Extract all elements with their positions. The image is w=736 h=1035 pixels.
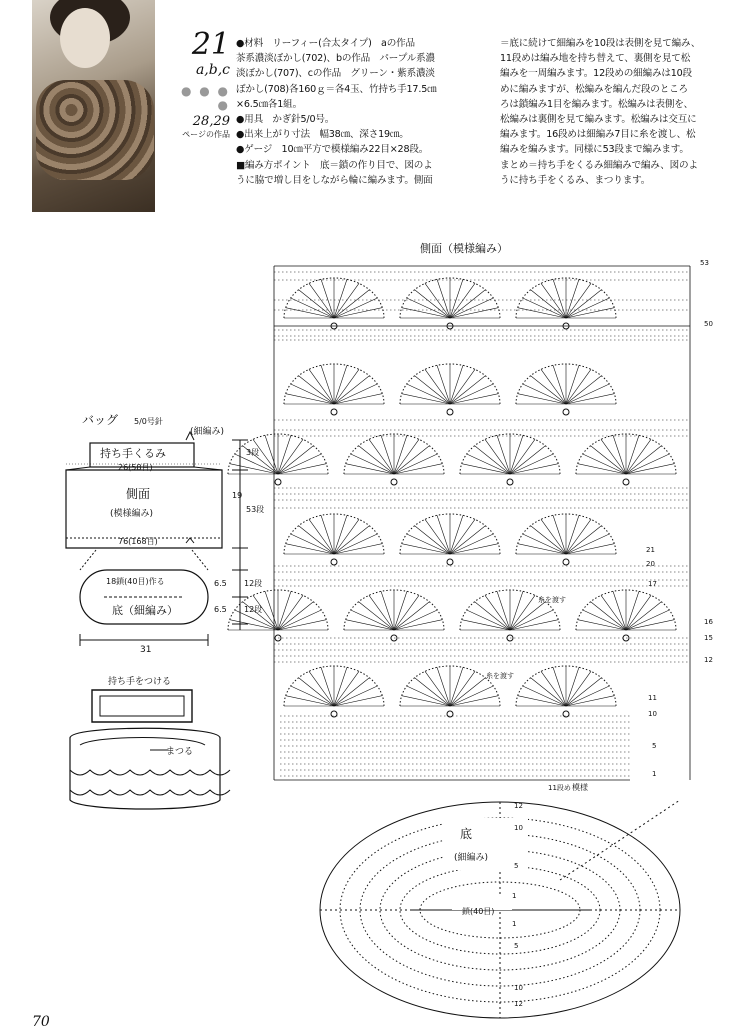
pattern-variants: a,b,c (195, 62, 230, 78)
base-sc-label: (細編み) (454, 853, 489, 863)
base-row-label: 1 (512, 892, 517, 900)
row-label: 1 (652, 770, 657, 778)
text-line: ●用具 かぎ針5/0号。 (236, 114, 335, 126)
row-label: 50 (704, 320, 713, 328)
dim-side-rows: 53段 (246, 505, 265, 514)
dim-bottom-2: 6.5 (214, 605, 227, 614)
shell-stitch (228, 590, 328, 641)
sc-paren-label: (細編み) (190, 427, 225, 437)
shell-stitch (284, 364, 384, 415)
base-row-label: 5 (514, 862, 519, 870)
shell-stitch (344, 590, 444, 641)
text-line: ×6.5㎝各1組。 (236, 98, 302, 110)
side-chart-title: 側面（模様編み） (420, 242, 508, 255)
text-line: ■編み方ポイント 底＝鎖の作り目で、図のよ (236, 159, 433, 171)
shell-stitch (516, 278, 616, 329)
text-line: ●出来上がり寸法 幅38㎝、深さ19㎝。 (236, 129, 409, 141)
bottom-width-dim: 31 (140, 645, 152, 655)
base-row-label: 12 (514, 802, 523, 810)
top-width-label: 26(58目) (118, 463, 153, 472)
text-line: 編みを一周編みます。12段めの細編みは10段 (500, 68, 692, 80)
text-line: ぼかし(708)各160ｇ＝各4玉、竹持ち手17.5㎝ (236, 83, 437, 95)
dim-bottom-1: 6.5 (214, 579, 227, 588)
dim-bottom-rows-1: 12段 (244, 579, 263, 588)
row-label: 12 (704, 656, 713, 664)
shell-stitch (516, 364, 616, 415)
row-label: 21 (646, 546, 655, 554)
row-label: 16 (704, 618, 713, 626)
base-oval-chart (320, 800, 680, 1018)
base-label: 底 (460, 827, 473, 841)
shell-stitch (576, 590, 676, 641)
shell-stitch (516, 514, 616, 565)
base-chain-label: 鎖(40目) (462, 907, 495, 916)
reference-note: ページの作品 (182, 130, 230, 139)
shell-stitch (284, 278, 384, 329)
base-row-label: 12 (514, 1000, 523, 1008)
bottom-label: 底（細編み） (112, 604, 178, 617)
shell-stitch (284, 514, 384, 565)
handle-wrap-label: 持ち手くるみ (100, 447, 166, 460)
shell-stitch (460, 434, 560, 485)
text-line: 編みます。16段めは細編み7目に糸を渡し、松 (500, 129, 696, 141)
text-line: ろは鎖編み1目を編みます。松編みは表側を、 (500, 98, 694, 110)
shell-stitch (228, 434, 328, 485)
thread-label: 糸を渡す (486, 672, 514, 680)
shell-stitch (400, 364, 500, 415)
pattern-label: (模様編み) (110, 509, 154, 519)
text-line: 編みを編みます。同様に53段まで編みます。 (500, 144, 689, 156)
shell-stitch (344, 434, 444, 485)
sew-label: まつる (166, 747, 194, 757)
base-row-label: 1 (512, 920, 517, 928)
text-line: うに持ち手をくるみ、まつります。 (500, 174, 651, 186)
shell-stitch (516, 666, 616, 717)
base-row-label: 10 (514, 984, 523, 992)
text-line: 11段めは編み地を持ち替えて、裏側を見て松 (500, 53, 691, 65)
text-line: 茶系濃淡ぼかし(702)、bの作品 パープル系濃 (236, 53, 435, 65)
text-line: ●ゲージ 10㎝平方で模様編み22目×28段。 (236, 144, 429, 156)
dim-handle-rows: 3段 (246, 448, 260, 457)
bag-label: バッグ (82, 413, 119, 427)
reference-pages: 28,29 (192, 114, 230, 129)
shell-stitch (576, 434, 676, 485)
shell-stitch (284, 666, 384, 717)
text-line: 淡ぼかし(707)、cの作品 グリーン・紫系濃淡 (236, 68, 435, 80)
row-label: 15 (704, 634, 713, 642)
shell-stitch (400, 514, 500, 565)
pattern-small-label: 模様 (572, 783, 588, 792)
row-label: 5 (652, 742, 657, 750)
text-line: 松編みは裏側を見て編みます。松編みは交互に (500, 114, 697, 126)
hook-size: 5/0号針 (134, 417, 163, 426)
page-number: 70 (32, 1014, 50, 1030)
row-label: 17 (648, 580, 657, 588)
row-label: 53 (700, 259, 709, 267)
dim-side-cm: 19 (232, 491, 243, 500)
handle-attach-sketch (70, 690, 230, 809)
dim-bottom-rows-2: 12段 (244, 605, 263, 614)
row-label: 10 (648, 710, 657, 718)
bottom-width-label: 76(168目) (118, 537, 158, 546)
row-label: 20 (646, 560, 655, 568)
start-row-label: 11段め (548, 784, 571, 792)
thread-label: 糸を渡す (538, 596, 566, 604)
text-line: ●材料 リーフィー(合太タイプ) aの作品 (236, 38, 415, 49)
text-line: まとめ＝持ち手をくるみ細編みで編み、図のよ (500, 159, 698, 171)
color-dots: ● ● ● ● (180, 84, 230, 112)
text-line: うに脇で増し目をしながら輪に編みます。側面 (236, 174, 433, 186)
attach-title: 持ち手をつける (108, 677, 172, 687)
side-label: 側面 (126, 487, 151, 501)
base-row-label: 5 (514, 942, 519, 950)
text-line: めに編みますが、松編みを編んだ段のところ (500, 83, 688, 95)
chain-start-label: 18鎖(40目)作る (106, 577, 165, 586)
text-line: ＝底に続けて細編みを10段は表側を見て編み、 (500, 38, 701, 49)
shell-stitch (400, 666, 500, 717)
base-row-label: 10 (514, 824, 523, 832)
pattern-number: 21 (191, 27, 230, 62)
row-label: 11 (648, 694, 657, 702)
shell-stitch (400, 278, 500, 329)
